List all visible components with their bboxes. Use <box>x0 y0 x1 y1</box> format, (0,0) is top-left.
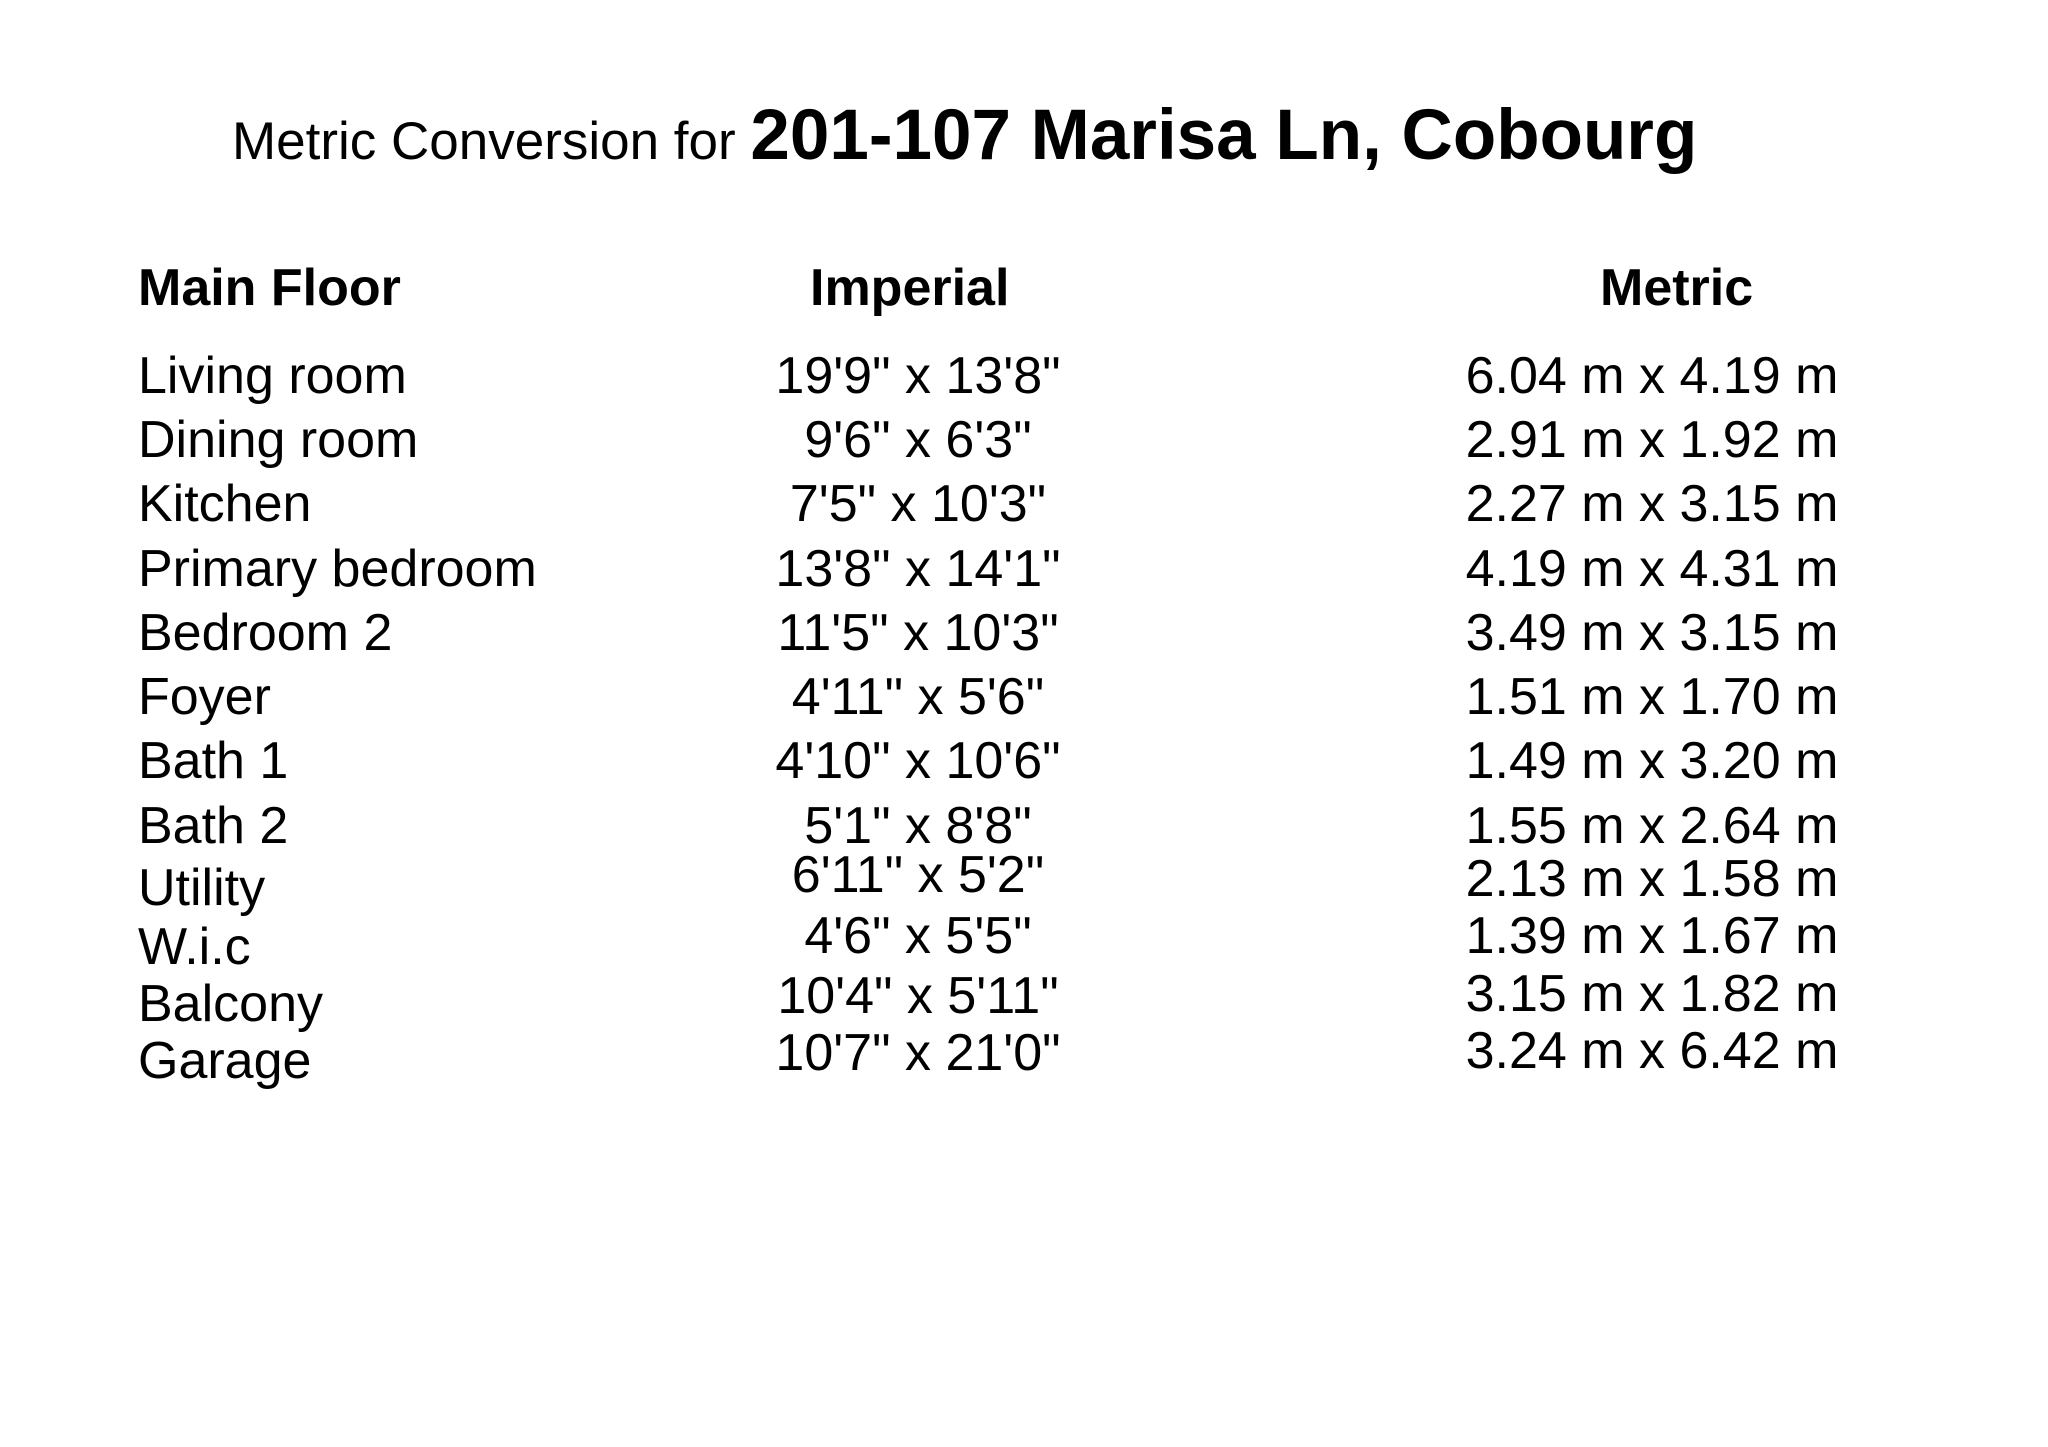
room-imperial: 6'11" x 5'2" <box>791 846 1045 904</box>
header-imperial: Imperial <box>810 259 1010 317</box>
room-name: Primary bedroom <box>138 540 537 598</box>
room-imperial: 4'10" x 10'6" <box>775 732 1061 790</box>
room-name: Foyer <box>138 668 271 726</box>
room-imperial: 10'7" x 21'0" <box>775 1024 1061 1082</box>
page-title <box>232 96 1698 175</box>
room-name: Garage <box>138 1032 312 1090</box>
room-metric: 3.15 m x 1.82 m <box>1465 965 1839 1023</box>
room-imperial: 13'8" x 14'1" <box>775 540 1061 598</box>
room-name: Utility <box>138 859 266 917</box>
room-metric: 1.39 m x 1.67 m <box>1465 907 1839 965</box>
room-name: Kitchen <box>138 475 312 533</box>
room-metric: 6.04 m x 4.19 m <box>1465 347 1839 405</box>
room-imperial: 10'4" x 5'11" <box>777 967 1059 1025</box>
title-prefix: Metric Conversion for <box>232 112 751 171</box>
header-main-floor: Main Floor <box>138 259 401 317</box>
room-metric: 1.49 m x 3.20 m <box>1465 732 1839 790</box>
room-imperial: 4'11" x 5'6" <box>791 668 1045 726</box>
room-imperial: 9'6" x 6'3" <box>804 411 1032 469</box>
room-name: Bath 2 <box>138 797 289 855</box>
header-metric: Metric <box>1600 259 1754 317</box>
room-name: W.i.c <box>138 918 251 976</box>
room-imperial: 19'9" x 13'8" <box>775 347 1061 405</box>
room-name: Bath 1 <box>138 732 289 790</box>
room-metric: 1.55 m x 2.64 m <box>1465 797 1839 855</box>
room-imperial: 11'5" x 10'3" <box>777 604 1059 662</box>
room-metric: 1.51 m x 1.70 m <box>1465 668 1839 726</box>
room-metric: 2.91 m x 1.92 m <box>1465 411 1839 469</box>
room-imperial: 4'6" x 5'5" <box>804 907 1032 965</box>
room-name: Bedroom 2 <box>138 604 393 662</box>
room-metric: 3.49 m x 3.15 m <box>1465 604 1839 662</box>
room-imperial: 5'1" x 8'8" <box>804 797 1032 855</box>
room-name: Living room <box>138 347 407 405</box>
room-metric: 2.13 m x 1.58 m <box>1465 850 1839 908</box>
room-metric: 4.19 m x 4.31 m <box>1465 540 1839 598</box>
room-imperial: 7'5" x 10'3" <box>789 475 1047 533</box>
room-name: Balcony <box>138 975 323 1033</box>
room-metric: 2.27 m x 3.15 m <box>1465 475 1839 533</box>
room-name: Dining room <box>138 411 419 469</box>
room-metric: 3.24 m x 6.42 m <box>1465 1022 1839 1080</box>
title-address: 201-107 Marisa Ln, Cobourg <box>750 96 1698 175</box>
